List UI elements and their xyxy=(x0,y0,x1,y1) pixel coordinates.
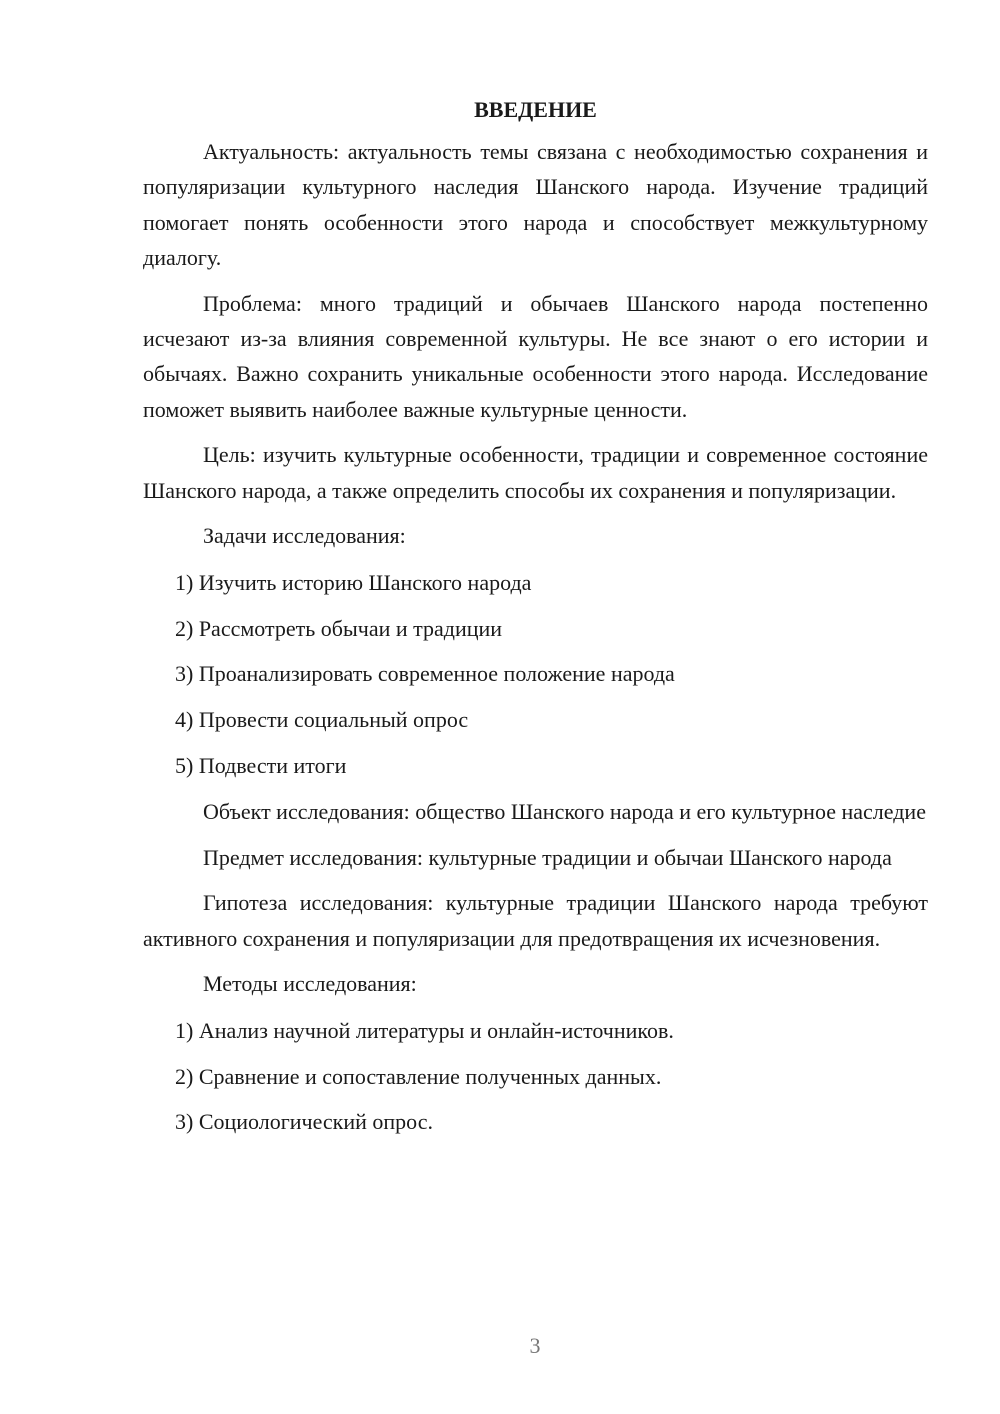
list-item: 1) Изучить историю Шанского народа xyxy=(175,569,532,595)
document-page xyxy=(143,92,928,1150)
list-item: 4) Провести социальный опрос xyxy=(175,707,469,733)
list-item: 3) Проанализировать современное положение народа xyxy=(175,661,675,687)
subject-paragraph: Предмет исследования: культурные традиции и обычаи Шанского народа xyxy=(203,844,892,870)
tasks-list xyxy=(143,565,928,783)
methods-list xyxy=(143,1013,928,1140)
list-item: 3) Социологический опрос. xyxy=(175,1109,433,1135)
hypothesis-paragraph: Гипотеза исследования: культурные традиции Шанского народа требуют активного сохранения и популяризации для предотвращения их исчезновения. xyxy=(143,890,928,951)
object-paragraph: Объект исследования: общество Шанского народа и его культурное наследие xyxy=(203,798,926,824)
problem-paragraph: Проблема: много традиций и обычаев Шанского народа постепенно исчезают из-за влияния современной культуры. Не все знают о его истории и обычаях. Важно сохранить уникальные особенности этого народа. Исследование поможет выявить наиболее важные культурные ценности. xyxy=(143,290,928,422)
list-item: 5) Подвести итоги xyxy=(175,752,347,778)
document-title: ВВЕДЕНИЕ xyxy=(474,97,597,122)
methods-heading: Методы исследования: xyxy=(203,971,417,997)
tasks-heading: Задачи исследования: xyxy=(203,523,406,549)
goal-paragraph: Цель: изучить культурные особенности, традиции и современное состояние Шанского народа, а также определить способы их сохранения и популяризации. xyxy=(143,442,928,503)
list-item: 2) Рассмотреть обычаи и традиции xyxy=(175,615,503,641)
list-item: 2) Сравнение и сопоставление полученных данных. xyxy=(175,1063,662,1089)
page-number: 3 xyxy=(529,1333,541,1358)
list-item: 1) Анализ научной литературы и онлайн-источников. xyxy=(175,1017,674,1043)
relevance-paragraph: Актуальность: актуальность темы связана с необходимостью сохранения и популяризации культурного наследия Шанского народа. Изучение традиций помогает понять особенности этого народа и способствует межкультурному диалогу. xyxy=(143,139,928,270)
